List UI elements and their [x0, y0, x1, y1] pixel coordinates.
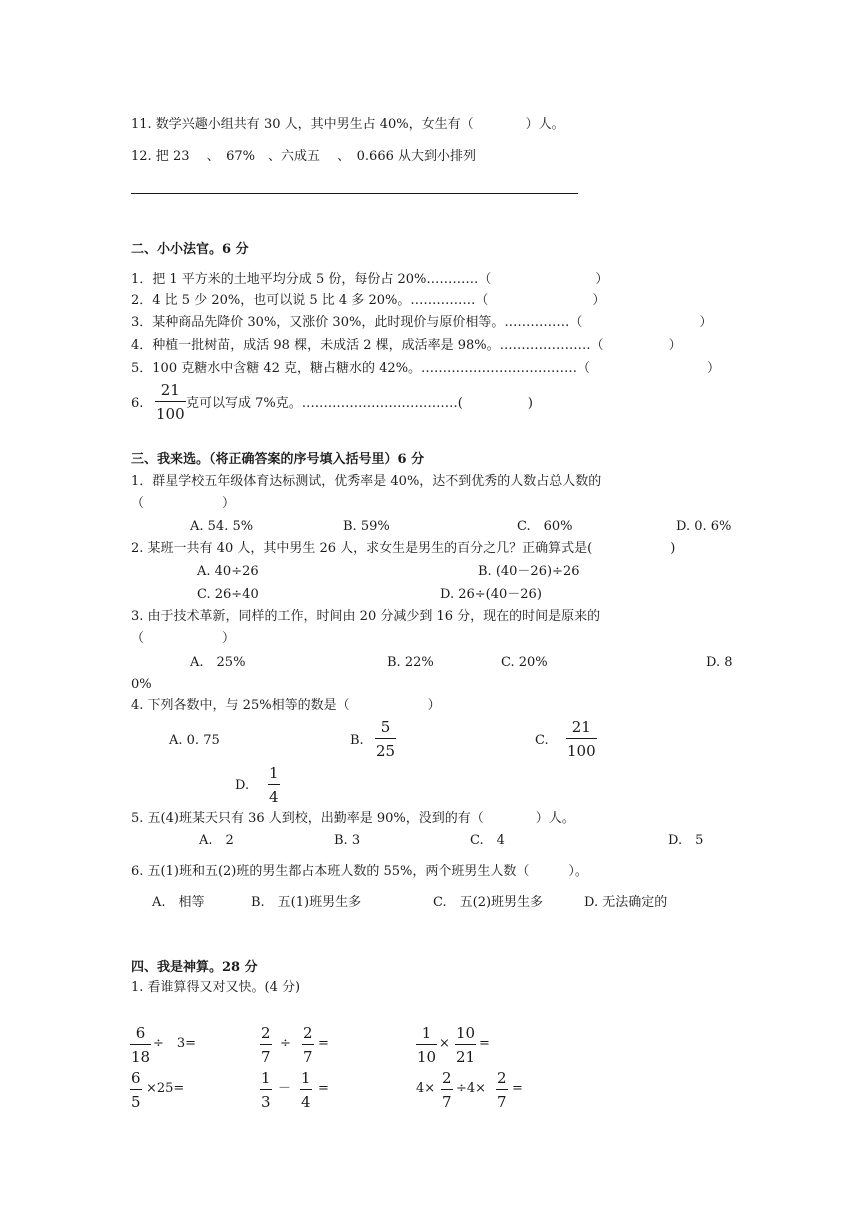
expr-6-equals: = [512, 1081, 523, 1096]
fraction-denominator: 10 [417, 1048, 437, 1066]
fraction-denominator: 18 [131, 1048, 151, 1066]
expr-2-equals: = [318, 1036, 329, 1051]
q5-option-c: C. 4 [470, 833, 505, 848]
fraction-denominator: 7 [497, 1093, 507, 1111]
question-12: 12. 把 23 、 67% 、六成五 、 0.666 从大到小排列 [131, 149, 476, 164]
fraction-bar [302, 1044, 314, 1045]
fraction-denominator: 5 [131, 1093, 141, 1111]
fraction-numerator: 6 [131, 1069, 141, 1087]
fraction-1-3 [260, 1069, 272, 1111]
fraction-bar [260, 1089, 272, 1090]
fraction-bar [441, 1089, 453, 1090]
answer-line [131, 193, 578, 194]
fraction-numerator: 1 [269, 764, 279, 782]
section-2-heading: 二、小小法官。6 分 [131, 242, 249, 257]
fraction-bar [130, 1089, 142, 1090]
fraction-2-7-a [260, 1024, 272, 1066]
q2-option-a: A. 40÷26 [197, 564, 259, 579]
expr-3-operator: × [439, 1036, 450, 1051]
fraction-6-18 [130, 1024, 151, 1066]
q3-option-a: A. 25% [190, 655, 246, 670]
q2-option-c: C. 26÷40 [197, 587, 259, 602]
choice-q6: 6. 五(1)班和五(2)班的男生都占本班人数的 55%，两个班男生人数（ ）。 [131, 864, 588, 879]
fraction-numerator: 21 [571, 718, 591, 736]
fraction-bar [416, 1044, 437, 1045]
fraction-denominator: 100 [567, 742, 596, 760]
q5-option-a: A. 2 [199, 833, 234, 848]
expr-5-operator: － [278, 1081, 292, 1096]
fraction-denominator: 4 [301, 1093, 311, 1111]
fraction-bar [260, 1044, 272, 1045]
fraction-denominator: 7 [442, 1093, 452, 1111]
q4-option-c-label: C. [535, 733, 549, 748]
expr-3-equals: = [479, 1036, 490, 1051]
q3-option-d-wrap: 0% [131, 677, 152, 692]
fraction-1-10 [416, 1024, 437, 1066]
choice-q5: 5. 五(4)班某天只有 36 人到校，出勤率是 90%，没到的有（ ）人。 [131, 811, 575, 826]
fraction-5-25 [375, 718, 396, 760]
fraction-6-5 [130, 1069, 142, 1111]
fraction-denominator: 25 [376, 742, 396, 760]
fraction-numerator: 2 [497, 1069, 507, 1087]
fraction-bar [300, 1089, 312, 1090]
fraction-bar [496, 1089, 508, 1090]
fraction-21-100 [155, 381, 186, 423]
choice-q1-paren: （ ） [131, 496, 236, 511]
judge-item-3: 3．某种商品先降价 30%，又涨价 30%，此时现价与原价相等。……………（ ） [131, 315, 713, 330]
fraction-numerator: 10 [456, 1024, 476, 1042]
fraction-2-7-c [441, 1069, 453, 1111]
fraction-numerator: 2 [303, 1024, 313, 1042]
fraction-1-4-b [300, 1069, 312, 1111]
fraction-denominator: 100 [156, 405, 185, 423]
fraction-bar [155, 401, 186, 402]
fraction-denominator: 3 [261, 1093, 271, 1111]
fraction-numerator: 21 [160, 381, 180, 399]
judge-item-6-number: 6. [131, 396, 144, 411]
q1-option-a: A. 54. 5% [190, 519, 254, 534]
expr-5-equals: = [318, 1081, 329, 1096]
q3-option-b: B. 22% [387, 655, 434, 670]
judge-item-6-text: 克可以写成 7%克。………………………………( ) [186, 396, 533, 411]
fraction-10-21 [455, 1024, 476, 1066]
q3-option-d: D. 8 [706, 655, 733, 670]
section-4-sub-1: 1. 看谁算得又对又快。(4 分) [131, 980, 301, 995]
section-4-heading: 四、我是神算。28 分 [131, 960, 258, 975]
expr-6-prefix: 4× [416, 1081, 436, 1096]
fraction-numerator: 1 [261, 1069, 271, 1087]
expr-6-middle: ÷4× [456, 1081, 487, 1096]
q6-option-b: B. 五(1)班男生多 [251, 895, 362, 910]
fraction-bar [375, 738, 396, 739]
fraction-denominator: 7 [261, 1048, 271, 1066]
q4-option-d-label: D. [235, 778, 250, 793]
question-11: 11. 数学兴趣小组共有 30 人，其中男生占 40%，女生有（ ）人。 [131, 117, 565, 132]
choice-q3: 3. 由于技术革新，同样的工作，时间由 20 分减少到 16 分，现在的时间是原来的 [131, 609, 601, 624]
q4-option-a: A. 0. 75 [169, 733, 220, 748]
fraction-2-7-b [302, 1024, 314, 1066]
choice-q4: 4. 下列各数中，与 25%相等的数是（ ） [131, 698, 441, 713]
fraction-denominator: 7 [303, 1048, 313, 1066]
q6-option-d: D. 无法确定的 [584, 895, 668, 910]
q1-option-d: D. 0. 6% [676, 519, 732, 534]
q2-option-d: D. 26÷(40－26) [440, 587, 542, 602]
q4-option-b-label: B. [350, 733, 364, 748]
fraction-bar [130, 1044, 151, 1045]
fraction-numerator: 5 [380, 718, 391, 736]
q5-option-d: D. 5 [668, 833, 704, 848]
fraction-numerator: 1 [301, 1069, 311, 1087]
judge-item-4: 4．种植一批树苗，成活 98 棵，未成活 2 棵，成活率是 98%。…………………（ ） [131, 338, 682, 353]
fraction-21-100-c [566, 718, 597, 760]
expr-4-operator: ×25= [146, 1081, 185, 1096]
judge-item-5: 5．100 克糖水中含糖 42 克，糖占糖水的 42%。………………………………（ ） [131, 361, 721, 376]
fraction-2-7-d [496, 1069, 508, 1111]
choice-q1: 1．群星学校五年级体育达标测试，优秀率是 40%，达不到优秀的人数占总人数的 [131, 474, 602, 489]
fraction-numerator: 2 [261, 1024, 271, 1042]
q3-option-c: C. 20% [501, 655, 548, 670]
fraction-numerator: 2 [442, 1069, 452, 1087]
fraction-numerator: 6 [135, 1024, 146, 1042]
fraction-denominator: 21 [456, 1048, 476, 1066]
choice-q3-paren: （ ） [131, 631, 236, 646]
q1-option-b: B. 59% [343, 519, 390, 534]
q6-option-c: C. 五(2)班男生多 [433, 895, 544, 910]
judge-item-1: 1．把 1 平方米的土地平均分成 5 份，每份占 20%…………（ ） [131, 272, 609, 287]
fraction-bar [566, 738, 597, 739]
q6-option-a: A. 相等 [152, 895, 205, 910]
q1-option-c: C. 60% [517, 519, 573, 534]
fraction-bar [268, 784, 280, 785]
q2-option-b: B. (40－26)÷26 [478, 564, 580, 579]
fraction-denominator: 4 [269, 788, 279, 806]
expr-1-operator: ÷ 3= [153, 1036, 197, 1051]
judge-item-2: 2．4 比 5 少 20%，也可以说 5 比 4 多 20%。……………（ ） [131, 293, 606, 308]
fraction-bar [455, 1044, 476, 1045]
section-3-heading: 三、我来选。（将正确答案的序号填入括号里）6 分 [131, 452, 425, 467]
choice-q2: 2. 某班一共有 40 人，其中男生 26 人，求女生是男生的百分之几？正确算式是( ) [131, 541, 676, 556]
fraction-numerator: 1 [421, 1024, 432, 1042]
q5-option-b: B. 3 [334, 833, 361, 848]
fraction-1-4 [268, 764, 280, 806]
expr-2-operator: ÷ [280, 1036, 291, 1051]
